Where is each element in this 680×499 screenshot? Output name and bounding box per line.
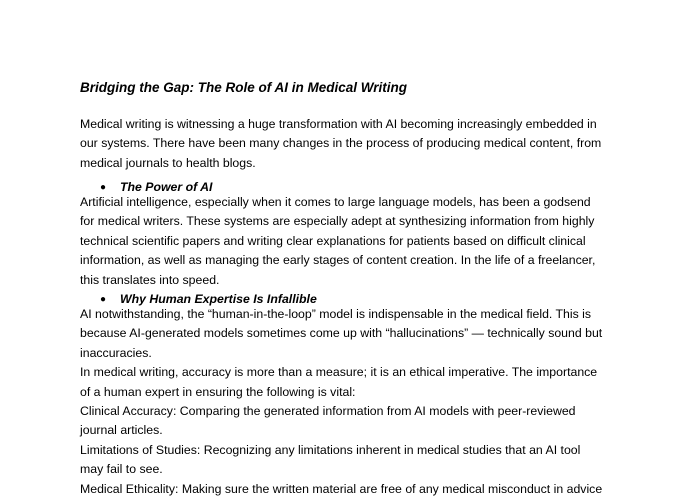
paragraph-line: Artificial intelligence, especially when it comes to large language models, has been a godsend: [80, 195, 591, 209]
paragraph-line: AI notwithstanding, the “human-in-the-loop” model is indispensable in the medical field. This is: [80, 307, 592, 321]
paragraph-line: inaccuracies.: [80, 345, 152, 360]
paragraph-line: In medical writing, accuracy is more than a measure; it is an ethical imperative. The importance: [80, 365, 598, 380]
paragraph-line: journal articles.: [80, 423, 163, 438]
paragraph-line: this translates into speed.: [80, 272, 220, 287]
paragraph-line: for medical writers. These systems are especially adept at synthesizing information from highly: [80, 214, 595, 229]
paragraph-line: Medical Ethicality: Making sure the written material are free of any medical misconduct in advice: [80, 481, 603, 496]
bullet-icon: ●: [100, 294, 107, 305]
section-heading-text: Why Human Expertise Is Infallible: [120, 292, 317, 306]
human-expertise-paragraph: [80, 305, 610, 499]
paragraph-line: because AI-generated models sometimes come up with “hallucinations” — technically sound but: [80, 326, 603, 341]
paragraph-line: of a human expert in ensuring the following is vital:: [80, 384, 356, 399]
intro-line: medical journals to health blogs.: [80, 155, 256, 170]
paragraph-line: Limitations of Studies: Recognizing any limitations inherent in medical studies that an AI tool: [80, 442, 581, 457]
paragraph-line: may fail to see.: [80, 462, 163, 477]
paragraph-line: Clinical Accuracy: Comparing the generated information from AI models with peer-reviewed: [80, 404, 576, 419]
paragraph-line: information, as well as managing the early stages of content creation. In the life of a freelancer,: [80, 253, 596, 268]
section-heading-text: The Power of AI: [120, 180, 213, 194]
paragraph-line: technical scientific papers and writing clear explanations for patients based on difficult clinical: [80, 233, 586, 248]
intro-line: Medical writing is witnessing a huge transformation with AI becoming increasingly embedded in: [80, 117, 597, 131]
bullet-icon: ●: [100, 182, 107, 193]
document-title: Bridging the Gap: The Role of AI in Medical Writing: [80, 80, 407, 95]
power-of-ai-paragraph: [80, 193, 610, 290]
intro-paragraph: [80, 115, 610, 173]
intro-line: our systems. There have been many changes in the process of producing medical content, from: [80, 136, 602, 151]
